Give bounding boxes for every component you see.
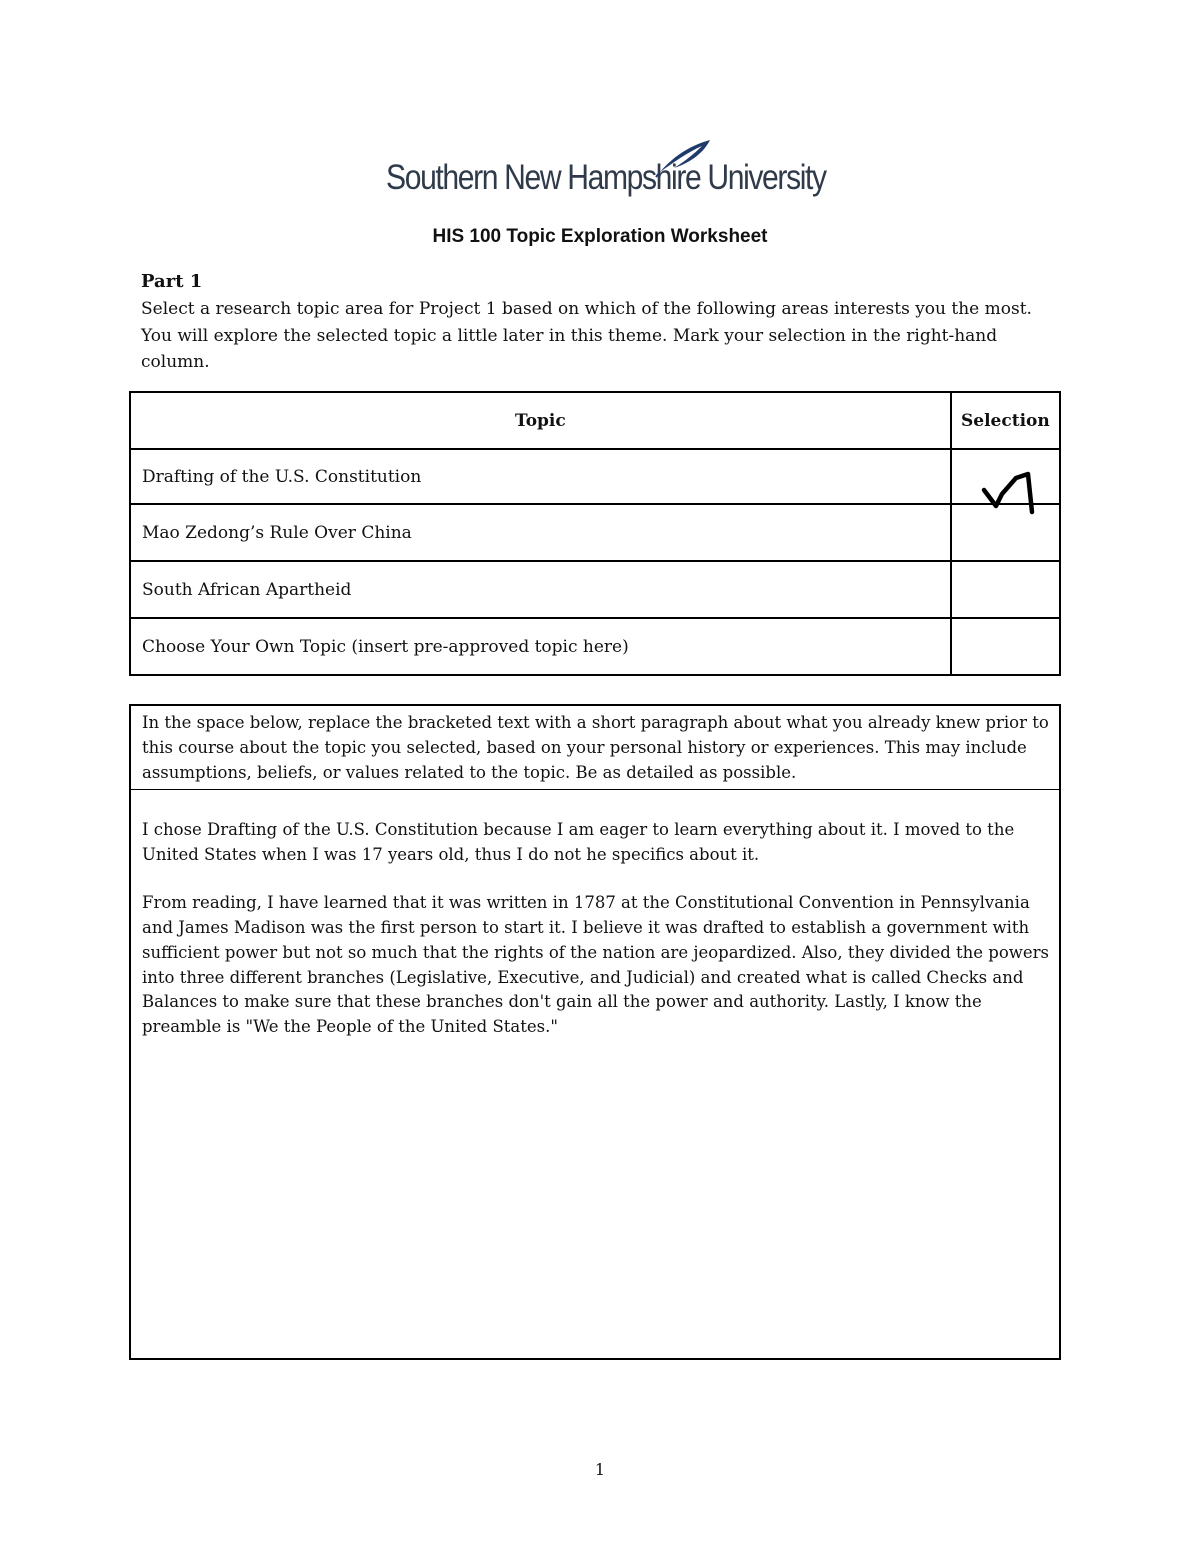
response-answer[interactable] [142, 818, 1052, 1064]
topic-cell: Mao Zedong’s Rule Over China [130, 504, 951, 561]
part-instructions: Select a research topic area for Project 1 based on which of the following areas interests you the most. You will explore the selected topic a little later in this theme. Mark your selection in the right-hand column. [141, 299, 1032, 372]
table-row [130, 561, 1060, 618]
table-row [130, 449, 1060, 504]
selection-cell[interactable] [951, 618, 1060, 675]
part-heading: Part 1 [141, 271, 203, 292]
university-logo [386, 140, 826, 210]
feather-icon [654, 138, 714, 178]
topic-cell: South African Apartheid [130, 561, 951, 618]
selection-cell[interactable] [951, 561, 1060, 618]
topic-column-header: Topic [130, 392, 951, 449]
document-title: HIS 100 Topic Exploration Worksheet [432, 226, 768, 247]
logo-wordmark: Southern New Hampshire University [386, 158, 826, 197]
page-number: 1 [594, 1460, 606, 1479]
table-row [130, 618, 1060, 675]
response-prompt: In the space below, replace the bracketed text with a short paragraph about what you already knew prior to this course about the topic you selected, based on your personal history or experiences. This may include assumptions, beliefs, or values related to the topic. Be as detailed as possible. [131, 706, 1059, 790]
table-row [130, 504, 1060, 561]
answer-paragraph: I chose Drafting of the U.S. Constitution because I am eager to learn everything about it. I moved to the United States when I was 17 years old, thus I do not he specifics about it. [142, 820, 1015, 864]
topic-cell: Choose Your Own Topic (insert pre-approved topic here) [130, 618, 951, 675]
topic-table [129, 391, 1061, 676]
handwritten-checkmark-icon [980, 460, 1046, 524]
table-header-row [130, 392, 1060, 449]
selection-cell[interactable] [951, 449, 1060, 504]
topic-cell: Drafting of the U.S. Constitution [130, 449, 951, 504]
response-box [129, 704, 1061, 1360]
answer-paragraph: From reading, I have learned that it was written in 1787 at the Constitutional Convention in Pennsylvania and James Madison was the first person to start it. I believe it was drafted to establish a government with sufficient power but not so much that the rights of the nation are jeopardized. Also, they divided the powers into three different branches (Legislative, Executive, and Judicial) and created what is called Checks and Balances to make sure that these branches don't gain all the power and authority. Lastly, I know the preamble is "We the People of the United States." [142, 893, 1050, 1036]
selection-column-header: Selection [951, 392, 1060, 449]
